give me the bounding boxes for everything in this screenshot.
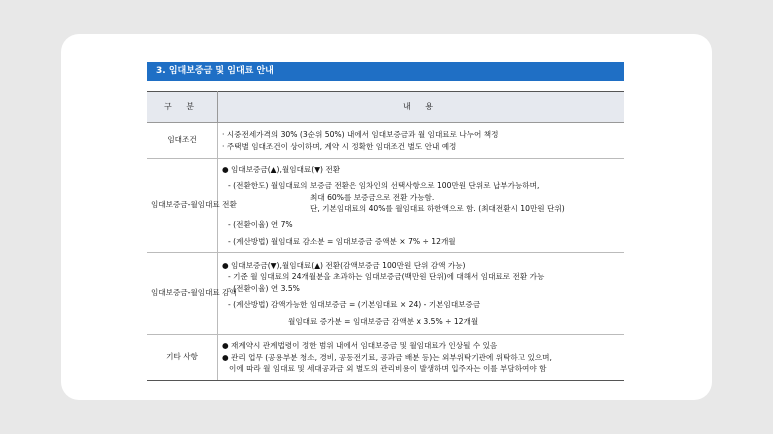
content-line: 최대 60%를 보증금으로 전환 가능함. [310, 192, 435, 202]
row-content [218, 123, 625, 159]
table-row [147, 123, 624, 159]
content-line: ● 임대보증금(▲),월임대료(▼) 전환 [222, 164, 341, 174]
content-line: · 시중전세가격의 30% (3순위 50%) 내에서 임대보증금과 월 임대료로 나누어 책정 [222, 130, 499, 140]
row-label: 임대조건 [147, 123, 218, 159]
table-header-row [147, 92, 624, 123]
row-content [218, 253, 625, 335]
content-line: 월임대료 증가분 = 임대보증금 감액분 x 3.5% ÷ 12개월 [288, 316, 479, 326]
content-line: - (전환한도) 월임대료의 보증금 전환은 임차인의 선택사항으로 100만원 단위로 납부가능하며, [228, 181, 540, 191]
content-line: ● 관리 업무 (공용부분 청소, 경비, 공동전기료, 공과금 배분 등)는 외부위탁기관에 위탁하고 있으며, [222, 352, 552, 362]
rent-info-table [147, 91, 624, 381]
content-line: · 주택별 임대조건이 상이하며, 계약 시 정확한 임대조건 별도 안내 예정 [222, 141, 457, 151]
header-content: 내 용 [218, 92, 625, 123]
content-line: ● 재계약시 관계법령이 정한 범위 내에서 임대보증금 및 월임대료가 인상될 수 있음 [222, 341, 498, 351]
row-content [218, 335, 625, 381]
content-line: 단, 기본임대료의 40%를 월임대료 하한액으로 함. (최대전환시 10만원 단위) [310, 204, 565, 213]
content-line: 이에 따라 월 임대료 및 세대공과금 외 별도의 관리비용이 발생하며 입주자는 이를 부담하여야 함 [229, 364, 547, 374]
content-line: - (전환이율) 연 3.5% [228, 283, 300, 293]
table-row [147, 159, 624, 253]
row-label: 임대보증금-월임대료 감액 [147, 253, 218, 335]
row-label: 임대보증금-월임대료 전환 [147, 159, 218, 253]
header-category: 구 분 [147, 92, 218, 123]
table-row [147, 253, 624, 335]
table-row [147, 335, 624, 381]
row-label: 기타 사항 [147, 335, 218, 381]
section-title: 3. 임대보증금 및 임대료 안내 [147, 62, 624, 81]
content-line: - (계산방법) 월임대료 감소분 = 임대보증금 증액분 × 7% ÷ 12개월 [228, 236, 456, 246]
content-line: - 기준 월 임대료의 24개월분을 초과하는 임대보증금(백만원 단위)에 대해서 임대료로 전환 가능 [228, 272, 545, 282]
row-content [218, 159, 625, 253]
content-line: ● 임대보증금(▼),월임대료(▲) 전환(감액보증금 100만원 단위 감액 가능) [222, 261, 466, 271]
content-line: - (전환이율) 연 7% [228, 220, 293, 230]
content-line: - (계산방법) 감액가능한 임대보증금 = (기본임대료 × 24) - 기본임대보증금 [228, 300, 481, 310]
